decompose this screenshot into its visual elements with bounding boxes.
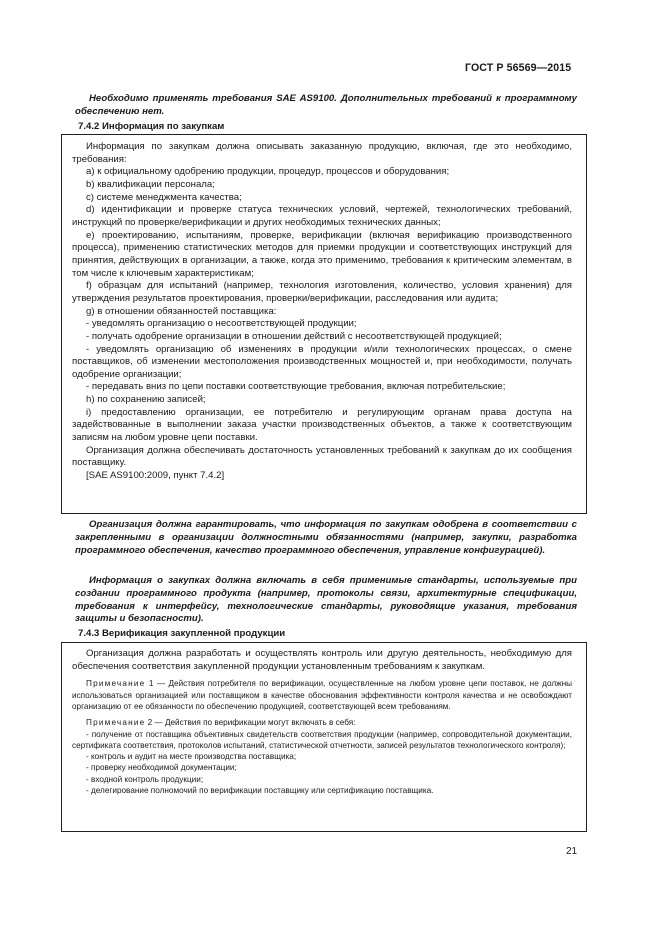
box1-line: - получать одобрение организации в отношении действий с несоответствующей продукцией; [86, 330, 502, 342]
box1-line: а) к официальному одобрению продукции, процедур, процессов и оборудования; [86, 166, 450, 178]
note-2-text: 2 — Действия по верификации могут включать в себя: [147, 718, 356, 728]
standard-number: ГОСТ Р 56569—2015 [465, 62, 572, 74]
box1-line: Информация по закупкам должна описывать заказанную продукцию, включая, где это необходимо, требования: [72, 141, 572, 165]
box1-line: i) предоставлению организации, ее потребителю и регулирующим органам права доступа на задействованные в выполнении заказа участки производственных объектов, а также к соответствующим записям на любом уровне цепи поставки. [72, 406, 572, 444]
section-7-4-3-heading: 7.4.3 Верификация закупленной продукции [78, 628, 286, 639]
section-7-4-2-heading: 7.4.2 Информация по закупкам [78, 121, 225, 132]
box2-main-text: Организация должна разработать и осуществлять контроль или другую деятельность, необходимую для обеспечения соответствия закупленной продукции установленным требованиям к закупкам. [72, 648, 572, 672]
note-2-item: - делегирование полномочий по верификации поставщику или сертификацию поставщика. [86, 785, 434, 795]
quotation-box-verification [61, 642, 587, 832]
page-number: 21 [566, 846, 578, 857]
box1-line: e) проектированию, испытаниям, проверке, верификации (включая верификацию производственного процесса), применению статистических методов для приемки продукции и соответствующих инструкций для принятия, действующих в организации, а также, когда это применимо, требования к критическим элементам, в том числе к ключевым характеристикам; [72, 229, 572, 279]
quotation-box-purchasing-information [61, 134, 587, 514]
note-2-label: Примечание [86, 718, 146, 728]
box1-line: - уведомлять организацию о несоответствующей продукции; [86, 318, 357, 330]
box1-line: f) образцам для испытаний (например, технология изготовления, количество, условия хранения) для утверждения результатов проектирования, проверки/верификации, расследования или аудита; [72, 280, 572, 304]
box1-line: - передавать вниз по цепи поставки соответствующие требования, включая потребительские; [86, 381, 506, 393]
note-2-item: - получение от поставщика объективных свидетельств соответствия продукции (например, сопроводительной документации, сертификата соответствия, протоколов испытаний, статистической отчетности, записей результатов технологического контроля); [72, 729, 572, 750]
box1-source-reference: [SAE AS9100:2009, пункт 7.4.2] [86, 470, 225, 482]
note-2 [72, 717, 572, 728]
note-1 [72, 678, 572, 712]
guarantee-paragraph: Организация должна гарантировать, что информация по закупкам одобрена в соответствии с закрепленными в организации должностными обязанностями (например, закупки, разработка программного обеспечения, качество программного обеспечения, управление конфигурацией). [75, 519, 577, 556]
note-2-item: - входной контроль продукции; [86, 774, 204, 784]
note-2-item: - проверку необходимой документации; [86, 763, 237, 773]
note-1-text: 1 — Действия потребителя по верификации, осуществленные на любом уровне цепи поставок, не должны использоваться организацией или поставщиком в качестве обоснования эффективности контроля качества и не освобождают организацию от ее обязанности по обеспечению продукцией, соответствующей всем требованиям. [72, 679, 572, 711]
intro-paragraph: Необходимо применять требования SAE AS9100. Дополнительных требований к программному обеспечению нет. [75, 93, 577, 117]
box1-line: c) системе менеджмента качества; [86, 191, 242, 203]
note-1-label: Примечание [86, 679, 146, 689]
box1-line: - уведомлять организацию об изменениях в продукции и/или технологических процессах, о смене поставщиков, об изменении местоположения производственных мощностей и, при необходимости, получать одобрение организации; [72, 343, 572, 380]
standards-paragraph: Информация о закупках должна включать в себя применимые стандарты, используемые при создании программного продукта (например, протоколы связи, архитектурные спецификации, требования к интерфейсу, технологические стандарты, руководящие указания, требования защиты и безопасности). [75, 575, 577, 625]
box1-line: d) идентификации и проверке статуса технических условий, чертежей, технологических требований, инструкций по проверке/верификации и других необходимых технических данных; [72, 204, 572, 228]
box1-line: b) квалификации персонала; [86, 178, 215, 190]
box1-line: g) в отношении обязанностей поставщика: [86, 305, 277, 317]
box1-line: Организация должна обеспечивать достаточность установленных требований к закупкам до их сообщения поставщику. [72, 444, 572, 469]
box1-line: h) по сохранению записей; [86, 394, 206, 406]
note-2-item: - контроль и аудит на месте производства поставщика; [86, 752, 297, 762]
